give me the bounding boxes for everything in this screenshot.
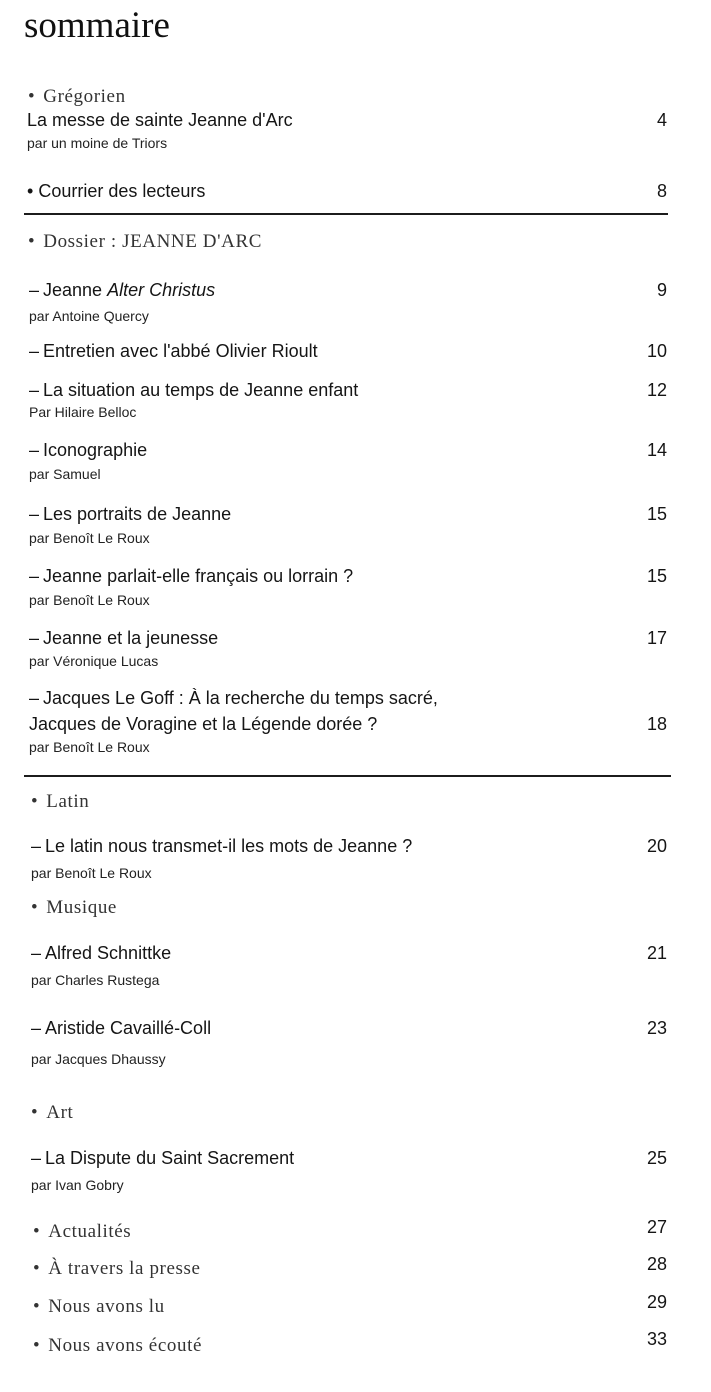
toc-entry-title[interactable]	[31, 836, 412, 857]
toc-rubrique[interactable]	[33, 1258, 201, 1280]
toc-rubrique[interactable]	[33, 1221, 131, 1243]
section-heading: Grégorien	[43, 86, 126, 107]
toc-entry-author: par Samuel	[29, 466, 101, 482]
toc-page-number: 9	[656, 280, 667, 300]
dash: –	[29, 280, 40, 300]
toc-entry-title[interactable]	[29, 440, 147, 461]
toc-entry-title[interactable]	[31, 1018, 211, 1039]
bullet: •	[33, 1335, 41, 1356]
title-text: Iconographie	[43, 440, 148, 460]
toc-rubrique[interactable]	[33, 1335, 202, 1357]
rubrique-label: Nous avons écouté	[48, 1335, 202, 1356]
title-text: Jeanne parlait-elle français ou lorrain ?	[43, 566, 354, 586]
toc-entry-title[interactable]	[29, 504, 231, 525]
title-text: La situation au temps de Jeanne enfant	[43, 380, 359, 400]
section-heading: Art	[46, 1102, 74, 1123]
section-art	[31, 1102, 73, 1124]
toc-entry-title[interactable]	[29, 688, 438, 709]
section-heading: Musique	[46, 897, 117, 918]
dash: –	[29, 628, 40, 648]
title-italic: Alter Christus	[107, 280, 216, 300]
toc-page-number: 15	[646, 566, 667, 586]
bullet: •	[28, 86, 36, 107]
dash: –	[29, 688, 40, 708]
bullet: •	[28, 231, 36, 252]
toc-page-number: 20	[646, 836, 667, 856]
section-gregorien	[28, 86, 126, 108]
toc-page-number: 18	[646, 714, 667, 734]
bullet: •	[31, 897, 39, 918]
bullet: •	[31, 1102, 39, 1123]
dash: –	[29, 440, 40, 460]
toc-entry-author: par Charles Rustega	[31, 972, 160, 988]
toc-entry-title-line2[interactable]: Jacques de Voragine et la Légende dorée ?	[29, 714, 378, 734]
toc-entry-author: par Benoît Le Roux	[29, 592, 150, 608]
toc-page-number: 12	[646, 380, 667, 400]
toc-page-number: 25	[646, 1148, 667, 1168]
title-text: Le latin nous transmet-il les mots de Jeanne ?	[45, 836, 413, 856]
toc-entry-courrier[interactable]	[27, 181, 205, 202]
section-latin	[31, 791, 89, 813]
toc-entry-title[interactable]	[29, 380, 358, 401]
bullet: •	[33, 1296, 41, 1317]
toc-entry-title[interactable]	[31, 1148, 294, 1169]
title-text: Les portraits de Jeanne	[43, 504, 232, 524]
toc-entry-title[interactable]: La messe de sainte Jeanne d'Arc	[27, 110, 293, 130]
title-text: Entretien avec l'abbé Olivier Rioult	[43, 341, 318, 361]
title-text: La Dispute du Saint Sacrement	[45, 1148, 295, 1168]
section-musique	[31, 897, 117, 919]
section-heading: Latin	[46, 791, 90, 812]
title-text: Jeanne et la jeunesse	[43, 628, 219, 648]
bullet: •	[31, 791, 39, 812]
toc-entry-author: par un moine de Triors	[27, 135, 168, 151]
toc-entry-title[interactable]	[31, 943, 171, 964]
toc-entry-author: par Benoît Le Roux	[31, 865, 152, 881]
toc-entry-author: par Ivan Gobry	[31, 1177, 124, 1193]
divider	[24, 775, 671, 777]
dash: –	[29, 566, 40, 586]
page-title: sommaire	[24, 5, 170, 46]
toc-page-number: 14	[646, 440, 667, 460]
toc-entry-author: par Jacques Dhaussy	[31, 1051, 166, 1067]
toc-page-number: 23	[646, 1018, 667, 1038]
rubrique-label: Actualités	[48, 1221, 132, 1242]
title-text: Aristide Cavaillé-Coll	[45, 1018, 212, 1038]
bullet: •	[33, 1258, 41, 1279]
dash: –	[29, 341, 40, 361]
bullet: •	[33, 1221, 41, 1242]
divider	[24, 213, 668, 215]
section-dossier	[28, 231, 262, 253]
toc-page-number: 21	[646, 943, 667, 963]
toc-page-number: 8	[656, 181, 667, 201]
toc-page-number: 10	[646, 341, 667, 361]
toc-page-number: 29	[646, 1292, 667, 1312]
toc-entry-author: par Antoine Quercy	[29, 308, 149, 324]
toc-rubrique[interactable]	[33, 1296, 165, 1318]
dash: –	[29, 380, 40, 400]
toc-page-number: 33	[646, 1329, 667, 1349]
title-text: Alfred Schnittke	[45, 943, 172, 963]
dash: –	[31, 1148, 42, 1168]
rubrique-label: Nous avons lu	[48, 1296, 165, 1317]
title-text: Jacques Le Goff : À la recherche du temps sacré,	[43, 688, 438, 708]
toc-page-number: 4	[656, 110, 667, 130]
toc-page-number: 28	[646, 1254, 667, 1274]
toc-entry-title[interactable]	[29, 341, 318, 362]
toc-page-number: 27	[646, 1217, 667, 1237]
toc-entry-title: Courrier des lecteurs	[38, 181, 206, 201]
title-text: Jeanne	[43, 280, 108, 300]
toc-entry-author: Par Hilaire Belloc	[29, 404, 137, 420]
toc-entry-title[interactable]	[29, 280, 215, 301]
dash: –	[31, 943, 42, 963]
toc-entry-title[interactable]	[29, 566, 353, 587]
dash: –	[31, 836, 42, 856]
toc-entry-title[interactable]	[29, 628, 218, 649]
dash: –	[31, 1018, 42, 1038]
toc-entry-author: par Benoît Le Roux	[29, 530, 150, 546]
toc-page-number: 15	[646, 504, 667, 524]
section-heading: Dossier : JEANNE D'ARC	[43, 231, 263, 252]
toc-entry-author: par Benoît Le Roux	[29, 739, 150, 755]
toc-entry-author: par Véronique Lucas	[29, 653, 159, 669]
rubrique-label: À travers la presse	[48, 1258, 201, 1279]
bullet: •	[27, 181, 34, 201]
toc-page-number: 17	[646, 628, 667, 648]
dash: –	[29, 504, 40, 524]
